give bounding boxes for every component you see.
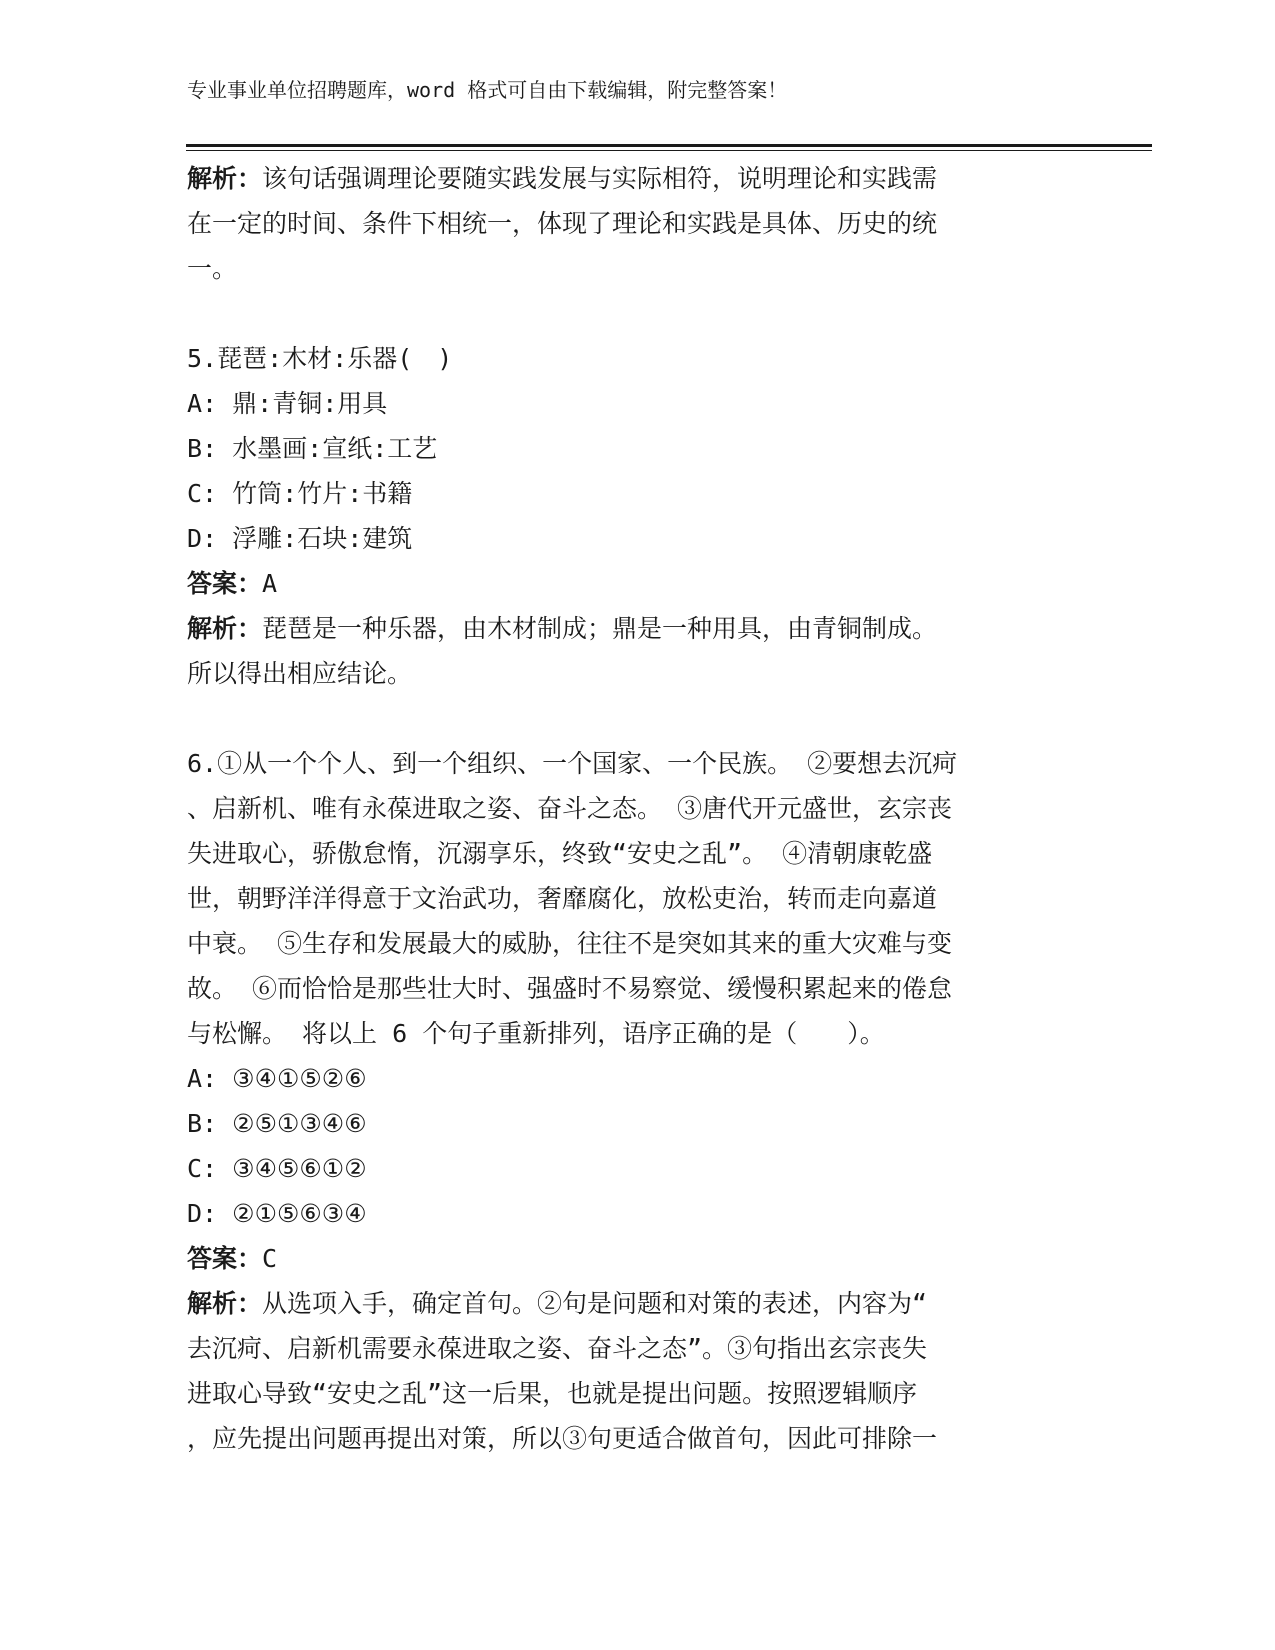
analysis-label: 解析：	[187, 614, 263, 643]
q5-option-a: A: 鼎:青铜:用具	[187, 389, 388, 418]
question-6-stem-line: 世，朝野洋洋得意于文治武功，奢靡腐化，放松吏治，转而走向嘉道	[187, 884, 938, 913]
document-body	[187, 156, 1067, 1461]
q6-analysis-line: 解析：从选项入手，确定首句。②句是问题和对策的表述，内容为“	[187, 1289, 928, 1318]
q5-analysis-line: 解析：琵琶是一种乐器，由木材制成；鼎是一种用具，由青铜制成。	[187, 614, 938, 643]
answer-value: C	[262, 1244, 278, 1273]
question-6-stem-line: 、启新机、唯有永葆进取之姿、奋斗之态。 ③唐代开元盛世，玄宗丧	[187, 794, 953, 823]
question-6-stem-line: 中衰。 ⑤生存和发展最大的威胁，往往不是突如其来的重大灾难与变	[187, 929, 953, 958]
page-header: 专业事业单位招聘题库，word 格式可自由下载编辑，附完整答案！	[187, 78, 788, 102]
spacer	[187, 291, 1067, 336]
q6-option-a: A: ③④①⑤②⑥	[187, 1064, 367, 1093]
analysis-label: 解析：	[187, 1289, 263, 1318]
analysis-line: 在一定的时间、条件下相统一，体现了理论和实践是具体、历史的统	[187, 209, 938, 238]
question-6-stem-line: 失进取心，骄傲怠惰，沉溺享乐，终致“安史之乱”。 ④清朝康乾盛	[187, 839, 933, 868]
q6-analysis-line: ，应先提出问题再提出对策，所以③句更适合做首句，因此可排除一	[187, 1424, 938, 1453]
spacer	[187, 696, 1067, 741]
answer-value: A	[262, 569, 278, 598]
q5-analysis-line: 所以得出相应结论。	[187, 659, 413, 688]
q5-answer	[187, 561, 1067, 606]
answer-label: 答案：	[187, 1244, 263, 1273]
analysis-line: 一。	[187, 254, 238, 283]
q5-option-b: B: 水墨画:宣纸:工艺	[187, 434, 438, 463]
answer-label: 答案：	[187, 569, 263, 598]
q6-analysis-line: 进取心导致“安史之乱”这一后果，也就是提出问题。按照逻辑顺序	[187, 1379, 918, 1408]
q6-analysis-line: 去沉疴、启新机需要永葆进取之姿、奋斗之态”。③句指出玄宗丧失	[187, 1334, 928, 1363]
header-rule-thick	[186, 144, 1152, 147]
question-6-stem-line: 与松懈。 将以上 6 个句子重新排列，语序正确的是（ ）。	[187, 1019, 885, 1048]
header-rule-thin	[186, 150, 1152, 151]
q5-option-c: C: 竹筒:竹片:书籍	[187, 479, 413, 508]
question-6-stem-line: 6.①从一个个人、到一个组织、一个国家、一个民族。 ②要想去沉疴	[187, 749, 958, 778]
question-6-stem-line: 故。 ⑥而恰恰是那些壮大时、强盛时不易察觉、缓慢积累起来的倦怠	[187, 974, 953, 1003]
q6-answer	[187, 1236, 1067, 1281]
q6-option-d: D: ②①⑤⑥③④	[187, 1199, 367, 1228]
q6-option-c: C: ③④⑤⑥①②	[187, 1154, 367, 1183]
analysis-line: 解析：该句话强调理论要随实践发展与实际相符，说明理论和实践需	[187, 164, 938, 193]
question-5-stem: 5.琵琶:木材:乐器( )	[187, 344, 453, 373]
q6-option-b: B: ②⑤①③④⑥	[187, 1109, 367, 1138]
analysis-label: 解析：	[187, 164, 263, 193]
q5-option-d: D: 浮雕:石块:建筑	[187, 524, 413, 553]
